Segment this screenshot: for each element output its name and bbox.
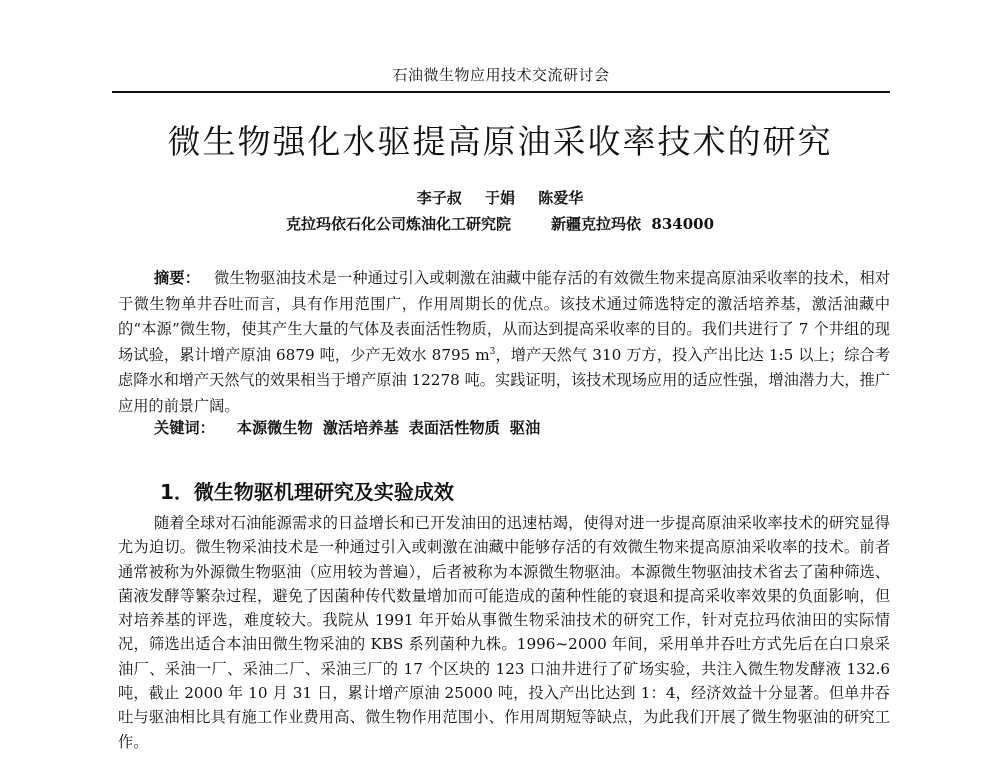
running-header: 石油微生物应用技术交流研讨会 xyxy=(392,66,610,84)
abstract-text: 微生物驱油技术是一种通过引入或刺激在油藏中能存活的有效微生物来提高原油采收率的技术，相对于微生物单井吞吐而言，具有作用范围广，作用周期长的优点。该技术通过筛选特定的激活培养基，激活油藏中的“本源”微生物，使其产生大量的气体及表面活性物质，从而达到提高采收率的目的。我们共进行了 7 个井组的现场试验，累计增产原油 6879 吨，少产无效水 8795 m xyxy=(118,269,891,364)
abstract-superscript: 3 xyxy=(489,346,496,357)
abstract-text-continued: ，增产天然气 310 万方，投入产出比达 1:5 以上；综合考虑降水和增产天然气的效果相当于增产原油 12278 吨。实践证明，该技术现场应用的适应性强，增油潜力大，推广应用的前景广阔。 xyxy=(118,345,890,415)
abstract xyxy=(118,266,890,420)
keyword: 激活培养基 xyxy=(322,419,399,437)
section-paragraph: 随着全球对石油能源需求的日益增长和已开发油田的迅速枯竭，使得对进一步提高原油采收率技术的研究显得尤为迫切。微生物采油技术是一种通过引入或刺激在油藏中能够存活的有效微生物来提高原油采收率的技术。前者通常被称为外源微生物驱油（应用较为普遍），后者被称为本源微生物驱油。本源微生物驱油技术省去了菌种筛选、菌液发酵等繁杂过程，避免了因菌种传代数量增加而可能造成的菌种性能的衰退和提高采收率效果的负面影响，但对培养基的评选，难度较大。我院从 1991 年开始从事微生物采油技术的研究工作，针对克拉玛依油田的实际情况，筛选出适合本油田微生物采油的 KBS 系列菌种九株。1996~2000 年间，采用单井吞吐方式先后在白口泉采油厂、采油一厂、采油二厂、采油三厂的 17 个区块的 123 口油井进行了矿场实验，共注入微生物发酵液 132.6 吨，截止 2000 年 10 月 31 日，累计增产原油 25000 吨，投入产出比达到 1：4，经济效益十分显著。但单井吞吐与驱油相比具有施工作业费用高、微生物作用范围小、作用周期短等缺点，为此我们开展了微生物驱油的研究工作。 xyxy=(118,514,890,751)
affiliation-location: 新疆克拉玛依 xyxy=(550,215,641,233)
keywords-label: 关键词： xyxy=(154,419,215,437)
header-rule xyxy=(112,91,890,93)
affiliation-postcode: 834000 xyxy=(651,215,715,233)
keyword: 驱油 xyxy=(509,419,541,437)
affiliation-institute: 克拉玛依石化公司炼油化工研究院 xyxy=(285,215,511,233)
paper-title: 微生物强化水驱提高原油采收率技术的研究 xyxy=(167,122,833,161)
section-heading: 1．微生物驱机理研究及实验成效 xyxy=(160,480,454,504)
author-name: 陈爱华 xyxy=(538,189,584,207)
author-name: 于娟 xyxy=(484,189,515,207)
keyword: 表面活性物质 xyxy=(408,419,500,437)
author-list xyxy=(100,188,900,208)
keywords xyxy=(154,417,890,439)
keyword: 本源微生物 xyxy=(236,419,313,437)
abstract-label: 摘要： xyxy=(154,269,201,287)
affiliation xyxy=(100,214,900,234)
author-name: 李子叔 xyxy=(416,189,462,207)
